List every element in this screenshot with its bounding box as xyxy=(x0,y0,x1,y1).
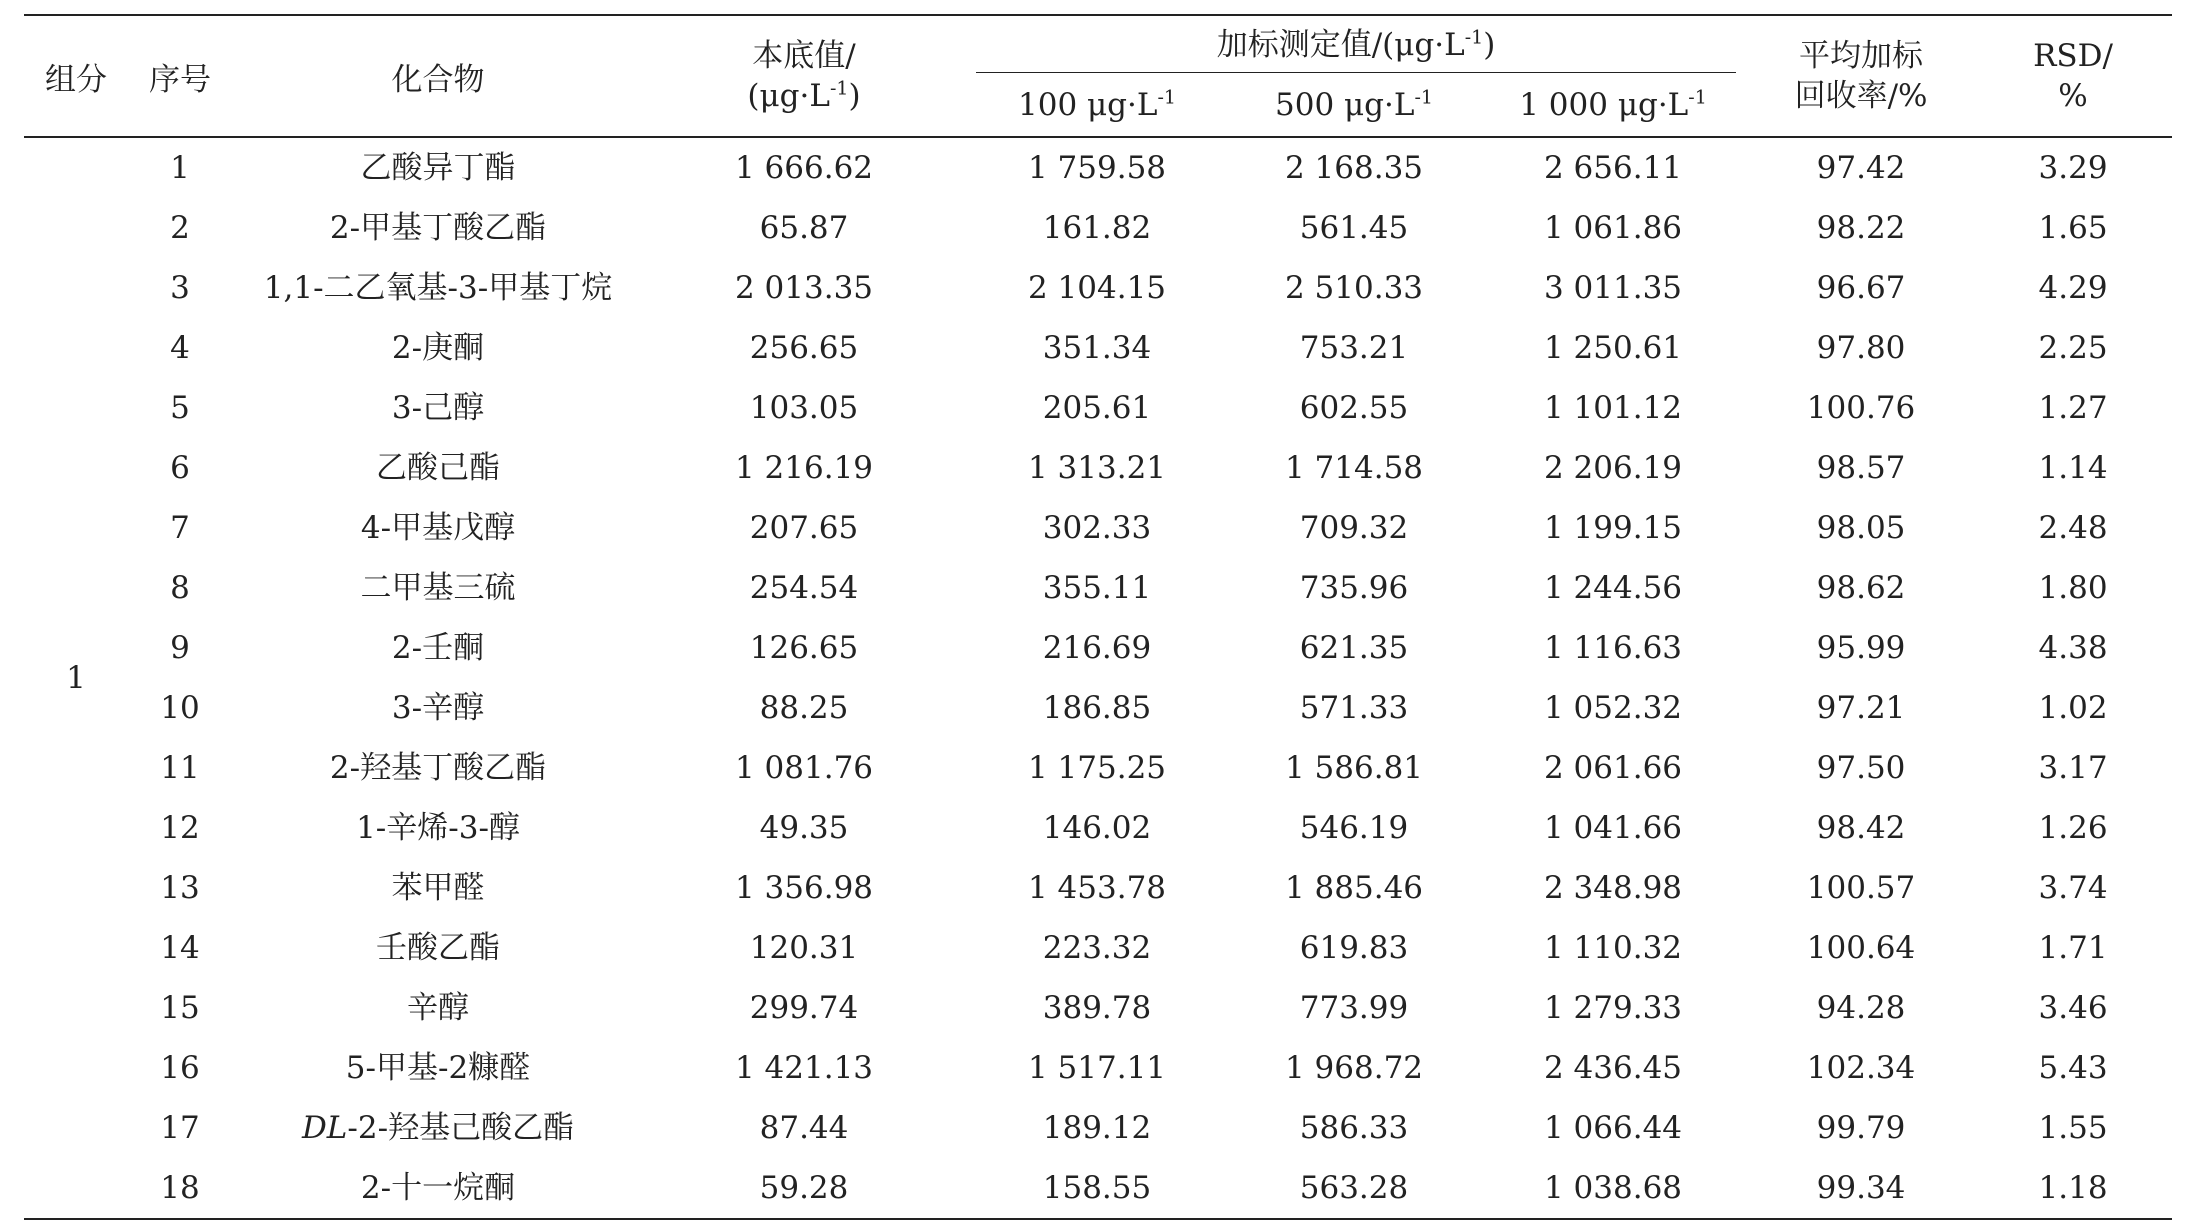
spike-500-cell: 2 510.33 xyxy=(1284,270,1424,306)
table-row xyxy=(24,618,2172,678)
spike-100-cell: 1 759.58 xyxy=(1027,150,1167,186)
spike-100-cell: 161.82 xyxy=(1042,210,1152,246)
rsd-cell: 1.02 xyxy=(2038,690,2108,726)
background-cell: 120.31 xyxy=(749,930,859,966)
recovery-cell: 100.64 xyxy=(1806,930,1916,966)
header-background xyxy=(644,15,964,137)
compound-cell xyxy=(232,438,644,498)
compound-name: 1-辛烯-3-醇 xyxy=(356,810,520,846)
compound-name: 壬酸乙酯 xyxy=(376,930,500,966)
spike-100-cell: 216.69 xyxy=(1042,630,1152,666)
index-cell: 10 xyxy=(160,690,200,726)
table-row xyxy=(24,378,2172,438)
table-row xyxy=(24,318,2172,378)
spike-500-cell: 735.96 xyxy=(1299,570,1409,606)
table-row xyxy=(24,198,2172,258)
spike-100-cell: 1 313.21 xyxy=(1027,450,1167,486)
rsd-cell: 1.80 xyxy=(2038,570,2108,606)
compound-cell xyxy=(232,1098,644,1158)
header-spike-100: 100 $\mu g\cdot L^{-1}$ xyxy=(964,74,1230,137)
recovery-cell: 98.05 xyxy=(1816,510,1906,546)
background-cell: 103.05 xyxy=(749,390,859,426)
header-rsd xyxy=(1974,15,2172,137)
compound-italic-prefix: DL xyxy=(301,1110,348,1146)
rsd-cell: 1.55 xyxy=(2038,1110,2108,1146)
rsd-cell: 3.17 xyxy=(2038,750,2108,786)
spike-1000-cell: 2 656.11 xyxy=(1543,150,1683,186)
spike-100-cell: 355.11 xyxy=(1042,570,1152,606)
table-row xyxy=(24,1158,2172,1219)
spike-1000-cell: 1 279.33 xyxy=(1543,990,1683,1026)
rsd-cell: 1.26 xyxy=(2038,810,2108,846)
compound-cell xyxy=(232,1038,644,1098)
spike-1000-cell: 1 066.44 xyxy=(1543,1110,1683,1146)
spike-100-cell: 186.85 xyxy=(1042,690,1152,726)
compound-cell xyxy=(232,258,644,318)
compound-cell xyxy=(232,558,644,618)
rsd-cell: 2.25 xyxy=(2038,330,2108,366)
background-cell: 256.65 xyxy=(749,330,859,366)
index-cell: 2 xyxy=(170,210,190,246)
header-recovery xyxy=(1748,15,1974,137)
compound-name: 1,1-二乙氧基-3-甲基丁烷 xyxy=(263,270,613,306)
recovery-cell: 97.80 xyxy=(1816,330,1906,366)
compound-name: 2-十一烷酮 xyxy=(360,1170,516,1206)
table-row xyxy=(24,558,2172,618)
spike-1000-cell: 3 011.35 xyxy=(1543,270,1683,306)
table-row xyxy=(24,918,2172,978)
compound-cell xyxy=(232,918,644,978)
compound-name: 2-壬酮 xyxy=(391,630,485,666)
spike-100-cell: 1 517.11 xyxy=(1027,1050,1167,1086)
spike-100-cell: 1 175.25 xyxy=(1027,750,1167,786)
header-recovery-line2: 回收率/% xyxy=(1794,78,1928,114)
recovery-cell: 99.34 xyxy=(1748,1158,1974,1219)
background-cell: 1 421.13 xyxy=(734,1050,874,1086)
compound-cell xyxy=(232,1158,644,1219)
compound-cell xyxy=(232,738,644,798)
header-background-line2: $(\mu g\cdot L^{-1})$ xyxy=(747,77,861,114)
spike-500-cell: 1 586.81 xyxy=(1284,750,1424,786)
compound-cell xyxy=(232,198,644,258)
index-cell: 14 xyxy=(160,930,200,966)
spike-500-cell: 1 968.72 xyxy=(1284,1050,1424,1086)
spike-500-cell: 1 885.46 xyxy=(1284,870,1424,906)
spike-100-cell: 189.12 xyxy=(1042,1110,1152,1146)
compound-name: -2-羟基己酸乙酯 xyxy=(347,1110,575,1146)
index-cell: 12 xyxy=(160,810,200,846)
recovery-cell: 98.57 xyxy=(1816,450,1906,486)
index-cell: 3 xyxy=(170,270,190,306)
compound-cell xyxy=(232,498,644,558)
header-spike-1000: 1 000 $\mu g\cdot L^{-1}$ xyxy=(1478,74,1748,137)
spike-500-cell: 1 714.58 xyxy=(1284,450,1424,486)
index-cell: 6 xyxy=(170,450,190,486)
background-cell: 126.65 xyxy=(749,630,859,666)
compound-cell xyxy=(232,798,644,858)
rsd-cell: 4.38 xyxy=(2038,630,2108,666)
header-row-1 xyxy=(24,15,2172,74)
group-cell: 1 xyxy=(24,137,128,1219)
spike-500-cell: 753.21 xyxy=(1299,330,1409,366)
index-cell: 13 xyxy=(160,870,200,906)
spike-1000-cell: 1 199.15 xyxy=(1543,510,1683,546)
recovery-table xyxy=(24,14,2172,1220)
header-compound: 化合物 xyxy=(232,15,644,137)
rsd-cell: 4.29 xyxy=(2038,270,2108,306)
background-cell: 88.25 xyxy=(759,690,849,726)
recovery-cell: 100.57 xyxy=(1806,870,1916,906)
spike-1000-cell: 2 436.45 xyxy=(1543,1050,1683,1086)
table-row xyxy=(24,137,2172,198)
spike-500-cell: 621.35 xyxy=(1299,630,1409,666)
rsd-cell: 1.65 xyxy=(2038,210,2108,246)
compound-name: 3-己醇 xyxy=(391,390,485,426)
recovery-cell: 99.79 xyxy=(1816,1110,1906,1146)
index-cell: 1 xyxy=(170,150,190,186)
spike-100-cell: 158.55 xyxy=(964,1158,1230,1219)
compound-cell xyxy=(232,618,644,678)
recovery-cell: 100.76 xyxy=(1806,390,1916,426)
recovery-cell: 94.28 xyxy=(1816,990,1906,1026)
recovery-cell: 98.42 xyxy=(1816,810,1906,846)
header-index: 序号 xyxy=(128,15,232,137)
background-cell: 49.35 xyxy=(759,810,849,846)
spike-500-cell: 2 168.35 xyxy=(1284,150,1424,186)
compound-cell xyxy=(232,978,644,1038)
rsd-cell: 1.27 xyxy=(2038,390,2108,426)
spike-500-cell: 773.99 xyxy=(1299,990,1409,1026)
spike-500-cell: 586.33 xyxy=(1299,1110,1409,1146)
recovery-cell: 98.22 xyxy=(1816,210,1906,246)
recovery-cell: 98.62 xyxy=(1816,570,1906,606)
rsd-cell: 1.14 xyxy=(2038,450,2108,486)
header-spike-group: 加标测定值$/(\mu g\cdot L^{-1})$ xyxy=(964,15,1748,74)
spike-500-cell: 619.83 xyxy=(1299,930,1409,966)
table-row xyxy=(24,978,2172,1038)
recovery-cell: 95.99 xyxy=(1816,630,1906,666)
table-row xyxy=(24,738,2172,798)
compound-name: 4-甲基戊醇 xyxy=(360,510,516,546)
spike-1000-cell: 2 206.19 xyxy=(1543,450,1683,486)
recovery-cell: 97.50 xyxy=(1816,750,1906,786)
recovery-cell: 97.42 xyxy=(1816,150,1906,186)
header-group: 组分 xyxy=(24,15,128,137)
recovery-cell: 102.34 xyxy=(1806,1050,1916,1086)
compound-name: 辛醇 xyxy=(407,990,469,1026)
index-cell: 15 xyxy=(160,990,200,1026)
spike-500-cell: 709.32 xyxy=(1299,510,1409,546)
spike-500-cell: 546.19 xyxy=(1299,810,1409,846)
rsd-cell: 1.18 xyxy=(1974,1158,2172,1219)
index-cell: 4 xyxy=(170,330,190,366)
rsd-cell: 5.43 xyxy=(2038,1050,2108,1086)
spike-100-cell: 389.78 xyxy=(1042,990,1152,1026)
index-cell: 5 xyxy=(170,390,190,426)
rsd-cell: 1.71 xyxy=(2038,930,2108,966)
compound-name: 苯甲醛 xyxy=(391,870,485,906)
table-row xyxy=(24,438,2172,498)
recovery-cell: 96.67 xyxy=(1816,270,1906,306)
spike-100-cell: 351.34 xyxy=(1042,330,1152,366)
spike-500-cell: 602.55 xyxy=(1299,390,1409,426)
table-row xyxy=(24,498,2172,558)
index-cell: 9 xyxy=(170,630,190,666)
recovery-cell: 97.21 xyxy=(1816,690,1906,726)
spike-100-cell: 205.61 xyxy=(1042,390,1152,426)
spike-1000-cell: 1 038.68 xyxy=(1478,1158,1748,1219)
compound-name: 2-羟基丁酸乙酯 xyxy=(329,750,547,786)
compound-name: 二甲基三硫 xyxy=(360,570,516,606)
background-cell: 59.28 xyxy=(644,1158,964,1219)
index-cell: 7 xyxy=(170,510,190,546)
compound-name: 3-辛醇 xyxy=(391,690,485,726)
table-row xyxy=(24,678,2172,738)
spike-100-cell: 223.32 xyxy=(1042,930,1152,966)
spike-500-cell: 561.45 xyxy=(1299,210,1409,246)
spike-1000-cell: 1 101.12 xyxy=(1543,390,1683,426)
table-row xyxy=(24,798,2172,858)
index-cell: 11 xyxy=(160,750,200,786)
spike-1000-cell: 1 250.61 xyxy=(1543,330,1683,366)
compound-name: 乙酸异丁酯 xyxy=(360,150,516,186)
spike-1000-cell: 2 348.98 xyxy=(1543,870,1683,906)
header-spike-500: 500 $\mu g\cdot L^{-1}$ xyxy=(1230,74,1478,137)
index-cell: 8 xyxy=(170,570,190,606)
header-recovery-line1: 平均加标 xyxy=(1799,38,1924,74)
background-cell: 1 081.76 xyxy=(734,750,874,786)
compound-cell xyxy=(232,378,644,438)
table-row xyxy=(24,1038,2172,1098)
rsd-cell: 3.74 xyxy=(2038,870,2108,906)
compound-name: 2-甲基丁酸乙酯 xyxy=(329,210,547,246)
header-rsd-line2: % xyxy=(2058,78,2088,114)
recovery-table-container xyxy=(24,14,2172,1220)
background-cell: 1 666.62 xyxy=(734,150,874,186)
compound-cell xyxy=(232,137,644,198)
background-cell: 254.54 xyxy=(749,570,859,606)
rsd-cell: 3.46 xyxy=(2038,990,2108,1026)
background-cell: 2 013.35 xyxy=(734,270,874,306)
rsd-cell: 2.48 xyxy=(2038,510,2108,546)
background-cell: 87.44 xyxy=(759,1110,849,1146)
spike-100-cell: 1 453.78 xyxy=(1027,870,1167,906)
background-cell: 65.87 xyxy=(759,210,849,246)
table-row xyxy=(24,1098,2172,1158)
index-cell: 17 xyxy=(160,1110,200,1146)
table-row xyxy=(24,258,2172,318)
spike-500-cell: 563.28 xyxy=(1230,1158,1478,1219)
spike-1000-cell: 2 061.66 xyxy=(1543,750,1683,786)
spike-1000-cell: 1 041.66 xyxy=(1543,810,1683,846)
compound-cell xyxy=(232,678,644,738)
compound-cell xyxy=(232,858,644,918)
spike-1000-cell: 1 244.56 xyxy=(1543,570,1683,606)
spike-1000-cell: 1 052.32 xyxy=(1543,690,1683,726)
background-cell: 1 216.19 xyxy=(734,450,874,486)
index-cell: 16 xyxy=(160,1050,200,1086)
spike-100-cell: 2 104.15 xyxy=(1027,270,1167,306)
spike-100-cell: 146.02 xyxy=(1042,810,1152,846)
background-cell: 299.74 xyxy=(749,990,859,1026)
compound-name: 乙酸己酯 xyxy=(376,450,500,486)
index-cell: 18 xyxy=(128,1158,232,1219)
compound-cell xyxy=(232,318,644,378)
background-cell: 207.65 xyxy=(749,510,859,546)
table-row xyxy=(24,858,2172,918)
spike-1000-cell: 1 110.32 xyxy=(1543,930,1683,966)
header-rsd-line1: RSD/ xyxy=(2033,38,2113,74)
table-header xyxy=(24,15,2172,137)
compound-name: 5-甲基-2糠醛 xyxy=(345,1050,531,1086)
spike-100-cell: 302.33 xyxy=(1042,510,1152,546)
header-background-line1: 本底值/ xyxy=(752,38,856,74)
spike-1000-cell: 1 116.63 xyxy=(1543,630,1683,666)
compound-name: 2-庚酮 xyxy=(391,330,485,366)
spike-1000-cell: 1 061.86 xyxy=(1543,210,1683,246)
spike-500-cell: 571.33 xyxy=(1299,690,1409,726)
background-cell: 1 356.98 xyxy=(734,870,874,906)
table-body xyxy=(24,137,2172,1219)
rsd-cell: 3.29 xyxy=(2038,150,2108,186)
